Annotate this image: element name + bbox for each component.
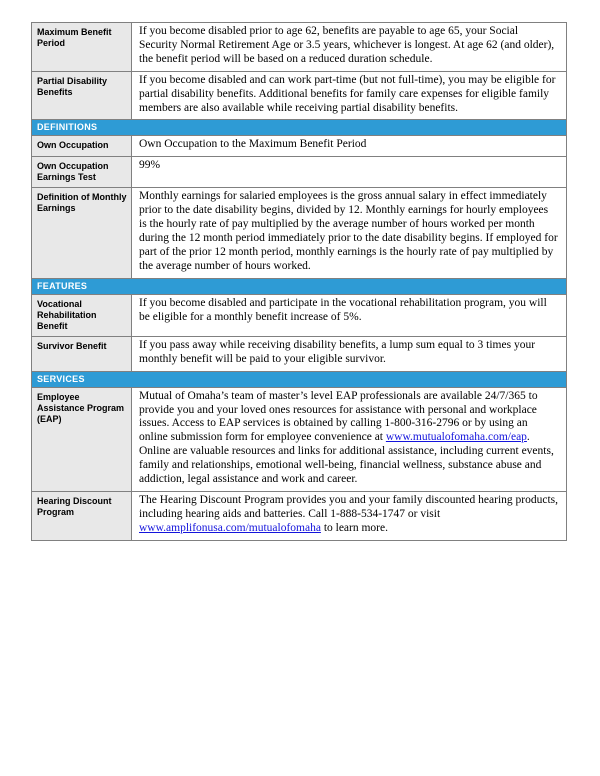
row-label: Maximum Benefit Period xyxy=(32,23,132,72)
row-label: Own Occupation xyxy=(32,136,132,157)
row-value: 99% xyxy=(132,157,567,188)
table-row xyxy=(32,387,567,491)
table-row xyxy=(32,23,567,72)
benefits-table xyxy=(31,22,567,541)
table-row xyxy=(32,371,567,387)
row-value: Mutual of Omaha’s team of master’s level EAP professionals are available 24/7/365 to provide you and your loved ones resources for assistance with personal and workplace issues. Access to EAP services is obtained by calling 1-800-316-2796 or by using an online submission form for employee convenience at www.mutualofomaha.com/eap. Online are valuable resources and links for additional assistance, including current events, family and relationships, emotional well-being, financial wellness, substance abuse and addiction, legal assistance and work and career. xyxy=(132,387,567,491)
table-row xyxy=(32,120,567,136)
table-row xyxy=(32,136,567,157)
hearing-link[interactable]: www.amplifonusa.com/mutualofomaha xyxy=(139,521,321,534)
table-row xyxy=(32,157,567,188)
row-value: If you become disabled and can work part-time (but not full-time), you may be eligible for partial disability benefits. Additional benefits for family care expenses for eligible family members are also available while receiving partial disability benefits. xyxy=(132,71,567,120)
row-label: Vocational Rehabilitation Benefit xyxy=(32,294,132,336)
row-label: Partial Disability Benefits xyxy=(32,71,132,120)
row-label: Definition of Monthly Earnings xyxy=(32,188,132,278)
eap-link[interactable]: www.mutualofomaha.com/eap xyxy=(385,431,527,444)
section-header-features: FEATURES xyxy=(32,278,567,294)
benefits-table-body xyxy=(32,23,567,541)
row-value: Monthly earnings for salaried employees is the gross annual salary in effect immediately prior to the date disability begins, divided by 12. Monthly earnings for hourly employees is the hourly rate of pay multiplied by the average number of hours worked per month during the 12 month period immediately prior to the date disability begins. If employed for part of the prior 12 month period, monthly earnings is the hourly rate of pay multiplied by the average number of hours worked. xyxy=(132,188,567,278)
section-header-services: SERVICES xyxy=(32,371,567,387)
table-row xyxy=(32,71,567,120)
section-header-definitions: DEFINITIONS xyxy=(32,120,567,136)
table-row xyxy=(32,278,567,294)
table-row xyxy=(32,491,567,540)
row-value: If you become disabled and participate in the vocational rehabilitation program, you will be eligible for a monthly benefit increase of 5%. xyxy=(132,294,567,336)
table-row xyxy=(32,336,567,371)
row-label: Own Occupation Earnings Test xyxy=(32,157,132,188)
row-label: Hearing Discount Program xyxy=(32,491,132,540)
row-value: The Hearing Discount Program provides you and your family discounted hearing products, including hearing aids and batteries. Call 1-888-534-1747 or visit www.amplifonusa.com/mutualofomaha to learn more. xyxy=(132,491,567,540)
row-label: Survivor Benefit xyxy=(32,336,132,371)
row-value: If you become disabled prior to age 62, benefits are payable to age 65, your Social Security Normal Retirement Age or 3.5 years, whichever is longest. At age 62 (and older), the benefit period will be based on a reduced duration schedule. xyxy=(132,23,567,72)
table-row xyxy=(32,294,567,336)
row-value: If you pass away while receiving disability benefits, a lump sum equal to 3 times your monthly benefit will be paid to your eligible survivor. xyxy=(132,336,567,371)
table-row xyxy=(32,188,567,278)
row-label: Employee Assistance Program (EAP) xyxy=(32,387,132,491)
row-value: Own Occupation to the Maximum Benefit Period xyxy=(132,136,567,157)
